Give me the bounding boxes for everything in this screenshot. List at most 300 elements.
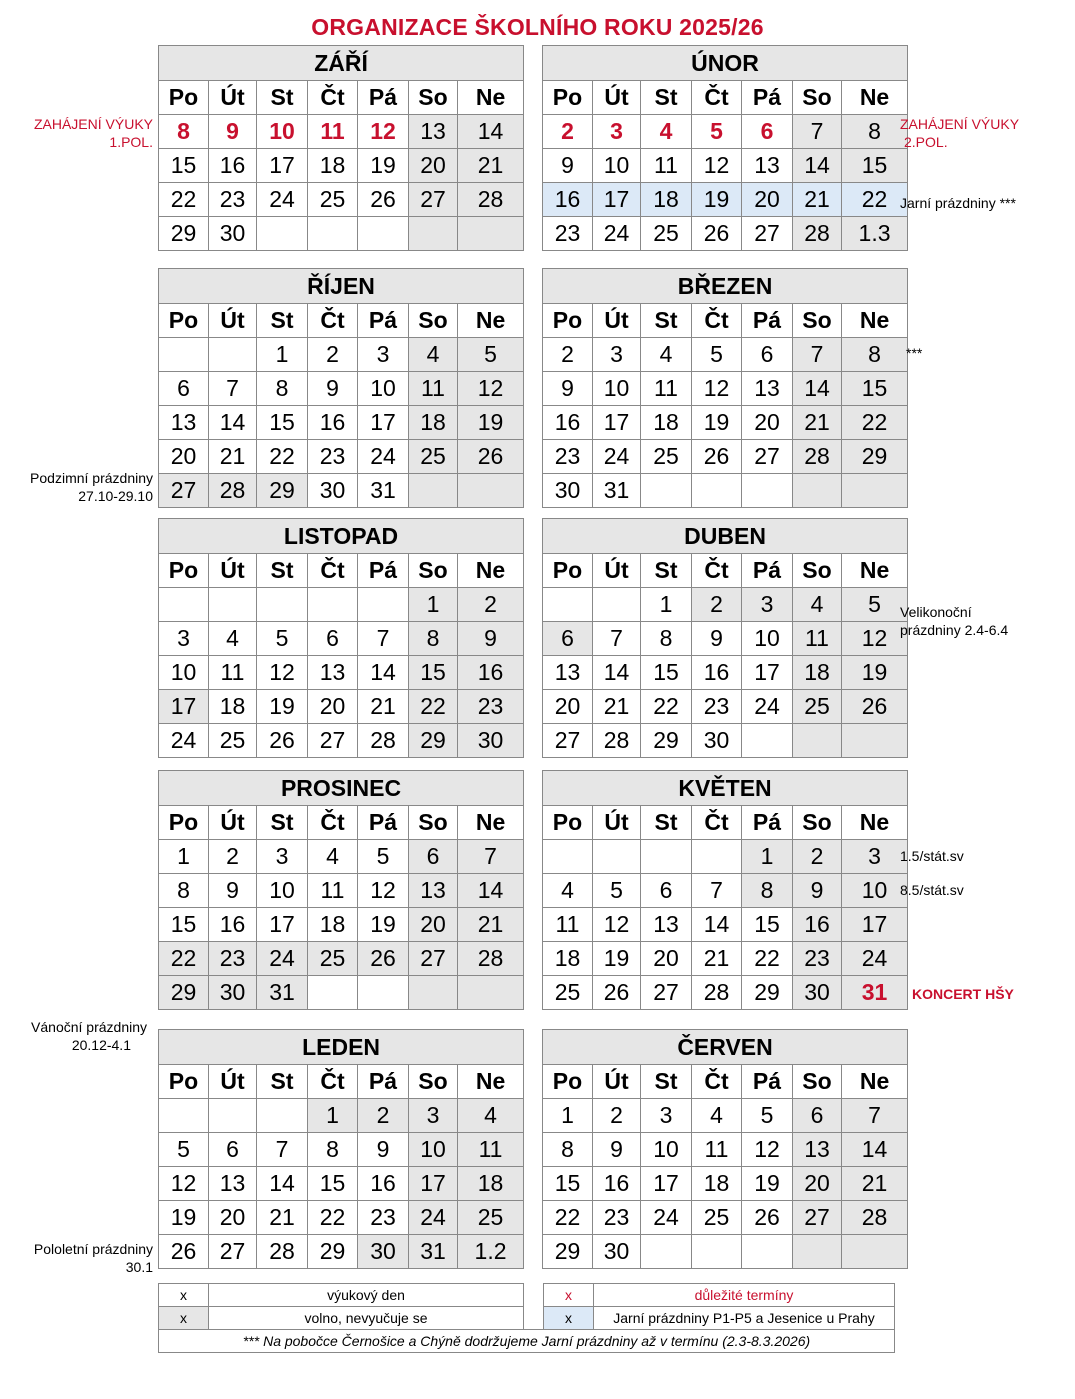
day-cell: 25 [641,440,692,474]
day-cell: 5 [358,840,409,874]
day-header: Čt [692,1065,742,1099]
day-cell: 30 [692,724,742,758]
day-cell: 18 [409,406,458,440]
day-cell: 16 [308,406,358,440]
day-header: Pá [742,1065,793,1099]
day-cell: 20 [742,183,793,217]
day-cell: 28 [593,724,641,758]
day-cell: 6 [543,622,593,656]
day-header: Čt [692,554,742,588]
day-cell: 23 [308,440,358,474]
day-cell: 16 [358,1167,409,1201]
day-cell: 29 [159,217,209,251]
empty-cell [209,338,257,372]
day-header: Pá [358,304,409,338]
day-cell: 3 [593,115,641,149]
day-cell: 16 [793,908,842,942]
day-cell: 26 [742,1201,793,1235]
note-may8: 8.5/stát.sv [900,882,964,898]
day-header: Po [159,1065,209,1099]
day-cell: 13 [742,149,793,183]
empty-cell [409,474,458,508]
day-cell: 24 [593,440,641,474]
month-title: ÚNOR [543,46,908,81]
day-cell: 19 [257,690,308,724]
day-header: Ne [458,806,524,840]
day-cell: 23 [358,1201,409,1235]
day-header: Pá [742,806,793,840]
day-cell: 17 [409,1167,458,1201]
legend-footnote: *** Na pobočce Černošice a Chýně dodržujeme Jarní prázdniny až v termínu (2.3-8.3.2026) [159,1330,895,1353]
day-cell: 6 [308,622,358,656]
day-cell: 16 [209,908,257,942]
legend-jarni-prazdniny: Jarní prázdniny P1-P5 a Jesenice u Prahy [594,1307,895,1330]
day-cell: 10 [842,874,908,908]
day-cell: 31 [409,1235,458,1269]
day-cell: 29 [159,976,209,1010]
month-listopad [158,518,524,758]
day-cell: 19 [742,1167,793,1201]
empty-cell [742,1235,793,1269]
day-cell: 14 [593,656,641,690]
day-cell: 11 [543,908,593,942]
day-header: So [409,806,458,840]
day-header: Po [159,554,209,588]
day-cell: 21 [358,690,409,724]
day-cell: 1 [257,338,308,372]
empty-cell [358,588,409,622]
day-cell: 22 [742,942,793,976]
day-cell: 19 [358,149,409,183]
day-cell: 2 [458,588,524,622]
day-cell: 8 [641,622,692,656]
day-cell: 8 [842,115,908,149]
day-cell: 9 [358,1133,409,1167]
note-koncert: KONCERT HŠY [912,986,1014,1002]
day-cell: 2 [358,1099,409,1133]
day-cell: 27 [742,440,793,474]
empty-cell [257,217,308,251]
day-cell: 20 [209,1201,257,1235]
month-title: KVĚTEN [543,771,908,806]
day-cell: 21 [458,149,524,183]
day-cell: 9 [692,622,742,656]
day-header: Ne [842,806,908,840]
day-cell: 10 [257,115,308,149]
day-cell: 16 [209,149,257,183]
day-cell: 13 [308,656,358,690]
day-cell: 22 [409,690,458,724]
day-cell: 18 [209,690,257,724]
day-cell: 14 [209,406,257,440]
day-cell: 16 [593,1167,641,1201]
day-cell: 10 [742,622,793,656]
day-header: Ne [458,81,524,115]
empty-cell [692,840,742,874]
day-cell: 21 [458,908,524,942]
day-cell: 21 [793,406,842,440]
day-cell: 19 [159,1201,209,1235]
day-cell: 31 [842,976,908,1010]
day-header: Po [543,1065,593,1099]
day-cell: 14 [842,1133,908,1167]
day-cell: 23 [793,942,842,976]
day-header: Pá [742,554,793,588]
day-cell: 1 [543,1099,593,1133]
month-brezen [542,268,908,508]
day-cell: 22 [159,183,209,217]
day-cell: 14 [458,874,524,908]
day-cell: 26 [257,724,308,758]
day-cell: 27 [409,183,458,217]
day-cell: 26 [358,942,409,976]
day-cell: 30 [358,1235,409,1269]
day-cell: 30 [543,474,593,508]
day-header: Út [593,81,641,115]
day-cell: 25 [308,183,358,217]
day-header: So [409,554,458,588]
month-title: LEDEN [159,1030,524,1065]
day-cell: 25 [692,1201,742,1235]
day-header: Pá [358,81,409,115]
empty-cell [209,1099,257,1133]
day-cell: 31 [593,474,641,508]
empty-cell [842,724,908,758]
day-cell: 2 [209,840,257,874]
empty-cell [543,840,593,874]
day-header: Čt [308,304,358,338]
day-header: Pá [358,806,409,840]
empty-cell [742,474,793,508]
day-cell: 15 [257,406,308,440]
day-cell: 31 [358,474,409,508]
note-jarni: Jarní prázdniny *** [900,195,1016,211]
day-cell: 8 [742,874,793,908]
day-cell: 17 [842,908,908,942]
day-cell: 7 [257,1133,308,1167]
day-header: So [793,554,842,588]
month-kveten [542,770,908,1010]
empty-cell [159,588,209,622]
day-cell: 27 [793,1201,842,1235]
day-header: St [257,554,308,588]
day-header: Čt [308,81,358,115]
empty-cell [593,588,641,622]
day-cell: 10 [409,1133,458,1167]
day-cell: 4 [209,622,257,656]
day-cell: 15 [842,149,908,183]
day-cell: 5 [692,115,742,149]
day-cell: 17 [641,1167,692,1201]
day-header: Ne [458,554,524,588]
day-cell: 19 [692,406,742,440]
day-cell: 11 [458,1133,524,1167]
day-cell: 25 [641,217,692,251]
day-cell: 28 [209,474,257,508]
day-cell: 11 [308,115,358,149]
day-cell: 27 [209,1235,257,1269]
empty-cell [458,976,524,1010]
day-cell: 13 [543,656,593,690]
day-cell: 13 [641,908,692,942]
day-cell: 25 [308,942,358,976]
day-cell: 11 [641,372,692,406]
day-cell: 31 [257,976,308,1010]
day-cell: 9 [308,372,358,406]
day-cell: 2 [543,115,593,149]
day-header: Po [543,806,593,840]
day-cell: 26 [159,1235,209,1269]
day-header: Po [159,81,209,115]
day-cell: 11 [409,372,458,406]
day-cell: 14 [458,115,524,149]
day-cell: 18 [308,908,358,942]
month-title: ČERVEN [543,1030,908,1065]
day-cell: 17 [593,183,641,217]
day-cell: 7 [793,115,842,149]
day-cell: 15 [641,656,692,690]
day-cell: 10 [257,874,308,908]
day-cell: 3 [159,622,209,656]
day-cell: 3 [593,338,641,372]
day-cell: 7 [593,622,641,656]
day-cell: 28 [358,724,409,758]
day-header: Út [209,1065,257,1099]
day-cell: 3 [641,1099,692,1133]
day-cell: 10 [159,656,209,690]
day-header: Po [159,304,209,338]
day-header: St [257,304,308,338]
day-cell: 11 [692,1133,742,1167]
day-cell: 5 [692,338,742,372]
day-header: So [409,81,458,115]
day-cell: 24 [593,217,641,251]
day-cell: 2 [593,1099,641,1133]
empty-cell [641,474,692,508]
day-cell: 3 [742,588,793,622]
day-header: St [641,81,692,115]
day-header: St [641,1065,692,1099]
day-cell: 9 [209,874,257,908]
day-cell: 29 [842,440,908,474]
day-header: So [793,81,842,115]
day-cell: 6 [793,1099,842,1133]
day-cell: 4 [308,840,358,874]
day-cell: 8 [159,874,209,908]
day-cell: 30 [593,1235,641,1269]
day-header: Ne [458,304,524,338]
day-cell: 15 [409,656,458,690]
day-cell: 12 [593,908,641,942]
day-header: Pá [358,1065,409,1099]
day-cell: 10 [593,149,641,183]
day-header: So [793,806,842,840]
legend [158,1283,895,1353]
day-cell: 3 [842,840,908,874]
day-cell: 16 [692,656,742,690]
day-cell: 28 [257,1235,308,1269]
day-cell: 4 [543,874,593,908]
day-cell: 7 [793,338,842,372]
day-cell: 29 [308,1235,358,1269]
day-cell: 11 [308,874,358,908]
empty-cell [308,217,358,251]
day-header: So [409,304,458,338]
empty-cell [409,217,458,251]
empty-cell [358,976,409,1010]
day-cell: 24 [742,690,793,724]
day-cell: 27 [409,942,458,976]
day-cell: 1.3 [842,217,908,251]
day-cell: 30 [793,976,842,1010]
day-header: St [641,554,692,588]
day-cell: 5 [159,1133,209,1167]
month-title: ŘÍJEN [159,269,524,304]
day-header: St [641,806,692,840]
day-header: Ne [842,81,908,115]
day-header: Po [543,81,593,115]
day-cell: 24 [257,942,308,976]
day-cell: 25 [793,690,842,724]
month-cerven [542,1029,908,1269]
day-cell: 29 [641,724,692,758]
day-cell: 22 [641,690,692,724]
day-cell: 25 [209,724,257,758]
day-cell: 22 [257,440,308,474]
day-cell: 26 [458,440,524,474]
day-cell: 27 [308,724,358,758]
month-title: PROSINEC [159,771,524,806]
empty-cell [793,724,842,758]
day-cell: 2 [543,338,593,372]
day-header: Út [209,806,257,840]
day-cell: 22 [543,1201,593,1235]
day-cell: 24 [257,183,308,217]
month-rijen [158,268,524,508]
day-header: St [257,806,308,840]
empty-cell [209,588,257,622]
empty-cell [641,840,692,874]
day-cell: 12 [692,149,742,183]
day-cell: 8 [842,338,908,372]
day-cell: 9 [543,149,593,183]
month-duben [542,518,908,758]
day-cell: 7 [358,622,409,656]
day-cell: 20 [641,942,692,976]
month-title: DUBEN [543,519,908,554]
day-cell: 17 [257,908,308,942]
note-vanocni: Vánoční prázdniny 20.12-4.1 [31,1019,147,1053]
day-header: Čt [692,81,742,115]
day-cell: 22 [159,942,209,976]
day-cell: 4 [409,338,458,372]
note-zahajeni-1: ZAHÁJENÍ VÝUKY 1.POL. [33,116,153,150]
note-zahajeni-2: ZAHÁJENÍ VÝUKY 2.POL. [900,116,1020,150]
day-cell: 25 [458,1201,524,1235]
empty-cell [692,474,742,508]
month-leden [158,1029,524,1269]
day-cell: 14 [692,908,742,942]
day-cell: 13 [159,406,209,440]
day-cell: 28 [458,183,524,217]
day-cell: 4 [641,338,692,372]
day-cell: 17 [159,690,209,724]
day-cell: 14 [793,149,842,183]
day-cell: 13 [409,115,458,149]
day-cell: 28 [793,217,842,251]
month-prosinec [158,770,524,1010]
day-cell: 20 [543,690,593,724]
day-cell: 23 [593,1201,641,1235]
empty-cell [793,474,842,508]
day-cell: 17 [742,656,793,690]
day-cell: 25 [543,976,593,1010]
day-header: Ne [842,1065,908,1099]
day-cell: 4 [641,115,692,149]
day-cell: 21 [793,183,842,217]
day-header: Út [593,1065,641,1099]
empty-cell [257,1099,308,1133]
day-cell: 12 [842,622,908,656]
day-cell: 16 [543,183,593,217]
day-cell: 30 [458,724,524,758]
empty-cell [842,1235,908,1269]
day-cell: 12 [742,1133,793,1167]
day-cell: 23 [543,440,593,474]
day-header: St [257,81,308,115]
day-cell: 27 [543,724,593,758]
day-cell: 24 [641,1201,692,1235]
note-velikonocni: Velikonoční prázdniny 2.4-6.4 [900,604,1009,638]
day-cell: 11 [209,656,257,690]
empty-cell [159,338,209,372]
day-cell: 21 [593,690,641,724]
day-cell: 12 [257,656,308,690]
day-cell: 13 [742,372,793,406]
day-header: So [793,304,842,338]
day-cell: 20 [159,440,209,474]
day-cell: 14 [257,1167,308,1201]
day-cell: 8 [543,1133,593,1167]
day-cell: 30 [209,217,257,251]
day-cell: 14 [793,372,842,406]
day-header: Út [593,554,641,588]
day-cell: 21 [692,942,742,976]
day-header: Pá [742,304,793,338]
empty-cell [458,474,524,508]
note-podzimni: Podzimní prázdniny 27.10-29.10 [30,470,153,504]
day-cell: 29 [257,474,308,508]
day-cell: 12 [358,874,409,908]
month-title: ZÁŘÍ [159,46,524,81]
day-cell: 18 [641,183,692,217]
day-cell: 11 [641,149,692,183]
day-header: Út [593,806,641,840]
day-cell: 5 [593,874,641,908]
day-cell: 18 [793,656,842,690]
day-cell: 16 [543,406,593,440]
empty-cell [308,976,358,1010]
day-header: So [409,1065,458,1099]
day-header: St [641,304,692,338]
empty-cell [543,588,593,622]
day-cell: 7 [842,1099,908,1133]
empty-cell [842,474,908,508]
day-header: Ne [842,554,908,588]
day-cell: 22 [842,406,908,440]
day-cell: 12 [458,372,524,406]
day-cell: 9 [593,1133,641,1167]
